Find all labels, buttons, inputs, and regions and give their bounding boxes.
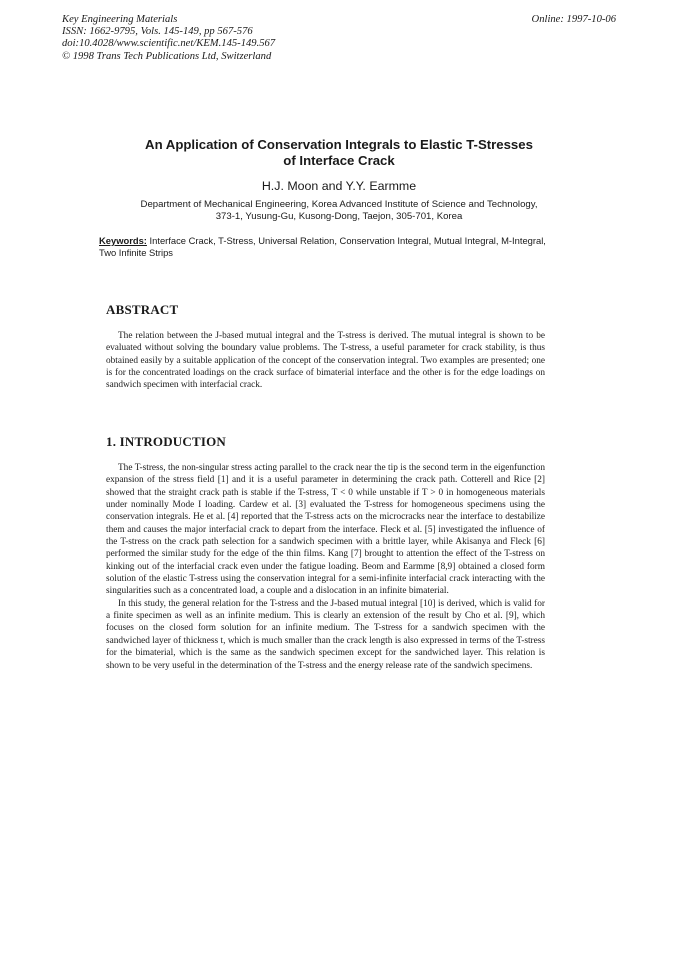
introduction-heading: 1. INTRODUCTION [106, 434, 227, 449]
authors: H.J. Moon and Y.Y. Earmme [261, 179, 417, 193]
copyright-line: © 1998 Trans Tech Publications Ltd, Switzerland [62, 50, 272, 62]
introduction-paragraph-1: The T-stress, the non-singular stress acting parallel to the crack near the tip is the second term in the eigenfunction expansion of the stress field [1] and it is a useful parameter in determining the crack path. Cotterell and Rice [2] showed that the straight crack path is stable if the T-stress, T < 0 while unstable if T > 0 in homogeneous materials under nominally Mode I loading. Cardew et al. [3] evaluated the T-stress for homogeneous specimens using the conservation integrals. He et al. [4] reported that the T-stress acts on the microcracks near the interface to destabilize them and causes the major interfacial crack to depart from the interface. Fleck et al. [5] investigated the influence of the T-stress on the crack path selection for a sandwich specimen with a brittle layer, while Akisanya and Fleck [6] performed the similar study for the edge of the thin films. Kang [7] brought to attention the effect of the T-stress on kinking out of the interfacial crack even under the fatigue loading. Beom and Earmme [8,9] obtained a closed form solution of the elastic T-stress using the conservation integral for a semi-infinite interfacial crack interacting with the singularities such as a concentrated load, a couple and a dislocation in an infinite bimaterial. [106, 463, 545, 597]
introduction-body [106, 462, 545, 672]
abstract-body [106, 330, 545, 392]
online-date: Online: 1997-10-06 [531, 14, 616, 25]
paper-title [90, 137, 588, 168]
keywords-label: Keywords: [99, 235, 147, 246]
journal-header [62, 14, 275, 63]
abstract-paragraph: The relation between the J-based mutual integral and the T-stress is derived. The mutual integral is shown to be evaluated without solving the boundary value problems. The T-stress, a useful parameter for crack stability, is thus obtained easily by a suitable application of the concept of the conservation integral. Two examples are presented; one is for the concentrated loadings on the crack surface of bimaterial interface and the other is for the edge loadings on sandwich specimen with interfacial crack. [106, 331, 545, 391]
journal-name: Key Engineering Materials [62, 14, 178, 25]
affiliation-line-2: 373-1, Yusung-Gu, Kusong-Dong, Taejon, 305-701, Korea [215, 211, 463, 223]
title-line-2: of Interface Crack [283, 152, 395, 168]
keywords [99, 235, 555, 260]
introduction-paragraph-2: In this study, the general relation for the T-stress and the J-based mutual integral [10] is derived, which is valid for a finite specimen as well as an infinite medium. This is clearly an extension of the result by Cho et al. [9], which focuses on the closed form solution for an infinite medium. The T-stress for a sandwich specimen with the sandwiched layer of thickness t, which is much smaller than the crack length is also expressed in terms of the T-stress for the bimaterial, which is the same as the sandwich specimen except for the sandwiched layer. This relation is shown to be very useful in the determination of the T-stress and the energy release rate of the sandwich specimens. [106, 598, 545, 671]
title-line-1: An Application of Conservation Integrals to Elastic T-Stresses [145, 137, 533, 152]
abstract-heading: ABSTRACT [106, 302, 179, 317]
affiliation-line-1: Department of Mechanical Engineering, Korea Advanced Institute of Science and Technology, [140, 199, 538, 210]
doi-line: doi:10.4028/www.scientific.net/KEM.145-149.567 [62, 38, 276, 50]
keywords-text: Interface Crack, T-Stress, Universal Relation, Conservation Integral, Mutual Integral, M-Integral, Two Infinite Strips [99, 235, 546, 259]
issn-line: ISSN: 1662-9795, Vols. 145-149, pp 567-576 [62, 26, 253, 38]
affiliation [90, 199, 588, 224]
